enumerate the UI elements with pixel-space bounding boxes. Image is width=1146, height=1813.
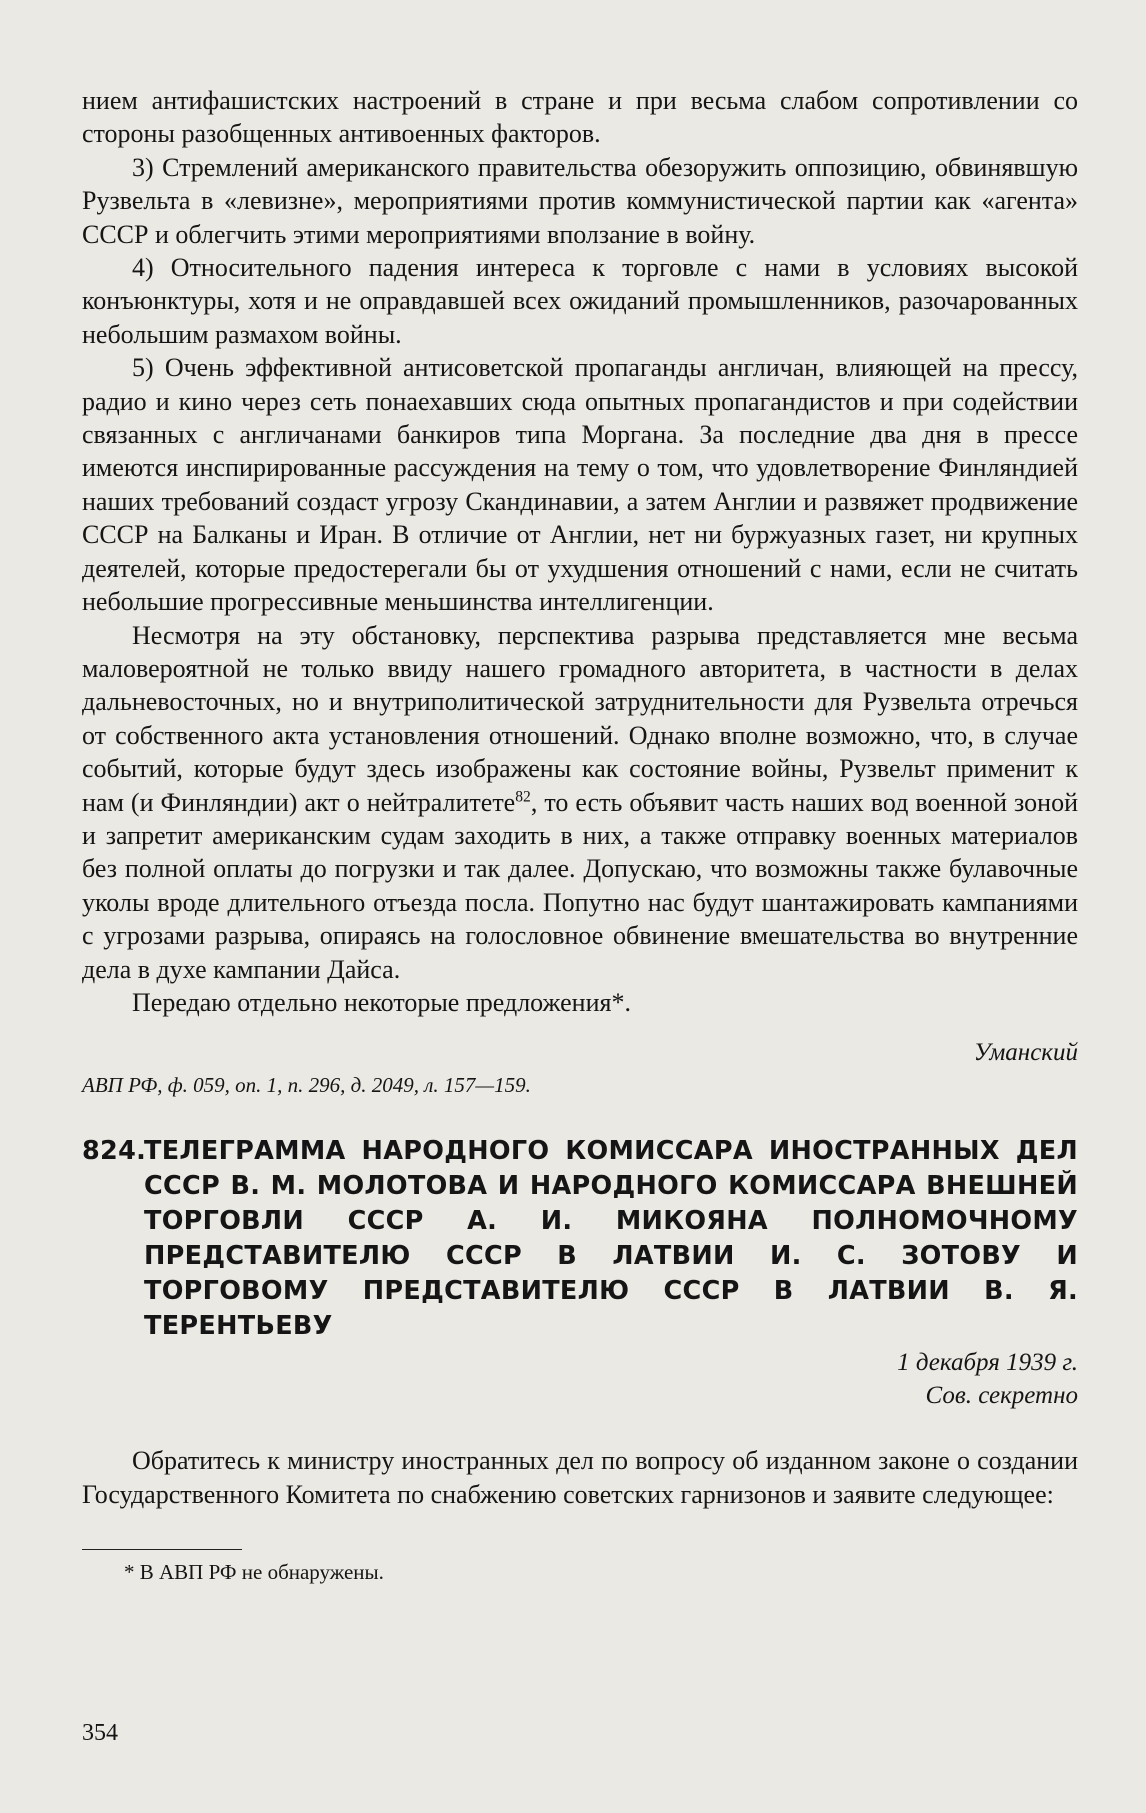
paragraph-item-4: 4) Относительного падения интереса к торговле с нами в условиях высокой конъюнктуры, хотя и не оправдавшей всех ожиданий промышленников, разочарованных небольшим размахом войны. [82, 253, 1078, 349]
paragraph-prospects [82, 619, 1078, 986]
document-body: Обратитесь к министру иностранных дел по вопросу об изданном законе о создании Государственного Комитета по снабжению советских гарнизонов и заявите следующее: [82, 1446, 1078, 1509]
footnote-divider [82, 1549, 242, 1550]
paragraph-proposals: Передаю отдельно некоторые предложения*. [132, 987, 631, 1017]
secrecy-label: Сов. секретно [925, 1382, 1078, 1410]
paragraph-item-5: 5) Очень эффективной антисоветской пропаганды англичан, влияющей на прессу, радио и кино через сеть понаехавших сюда опытных пропагандистов и при содействии связанных с англичанами банкиров типа Моргана. За последние два дня в прессе имеются инспирированные рассуждения на тему о том, что удовлетворение Финляндией наших требований создаст угрозу Скандинавии, а затем Англии и развяжет продвижение СССР на Балканы и Иран. В отличие от Англии, нет ни буржуазных газет, ни крупных деятелей, которые предостерегали бы от ухудшения отношений с нами, если не считать небольшие прогрессивные меньшинства интеллигенции. [82, 353, 1078, 617]
signature: Уманский [973, 1039, 1078, 1067]
document-heading [82, 1134, 1078, 1344]
paragraph-prospects-text-b: , то есть объявит часть наших вод военной зоной и запретит американским судам заходить в них, а также отправку военных материалов без полной оплаты до погрузки и так далее. Допускаю, что возможны также булавочные уколы вроде длительного отъезда посла. Попутно нас будут шантажировать кампаниями с угрозами разрыва, опираясь на голословное обвинение вмешательства во внутренние дела в духе кампании Дайса. [82, 787, 1078, 984]
document-title: ТЕЛЕГРАММА НАРОДНОГО КОМИССАРА ИНОСТРАННЫХ ДЕЛ СССР В. М. МОЛОТОВА И НАРОДНОГО КОМИССАРА ВНЕШНЕЙ ТОРГОВЛИ СССР А. И. МИКОЯНА ПОЛНОМОЧНОМУ ПРЕДСТАВИТЕЛЮ СССР В ЛАТВИИ И. С. ЗОТОВУ И ТОРГОВОМУ ПРЕДСТАВИТЕЛЮ СССР В ЛАТВИИ В. Я. ТЕРЕНТЬЕВУ [144, 1136, 1078, 1342]
document-date: 1 декабря 1939 г. [897, 1349, 1078, 1377]
document-number: 824. [82, 1136, 147, 1167]
footnote: * В АВП РФ не обнаружены. [124, 1560, 384, 1585]
paragraph-item-3: 3) Стремлений американского правительства обезоружить оппозицию, обвинявшую Рузвельта в «левизне», мероприятиями против коммунистической партии как «агента» СССР и облегчить этими мероприятиями вползание в войну. [82, 152, 1078, 249]
footnote-ref-82: 82 [515, 787, 531, 805]
page-number: 354 [82, 1720, 118, 1746]
archive-reference: АВП РФ, ф. 059, оп. 1, п. 296, д. 2049, л. 157—159. [82, 1073, 531, 1098]
paragraph-continuation: нием антифашистских настроений в стране и при весьма слабом сопротивлении со стороны разобщенных антивоенных факторов. [82, 86, 1078, 149]
page-content [82, 84, 1078, 1585]
paragraph-prospects-text-a: Несмотря на эту обстановку, перспектива разрыва представляется мне весьма маловероятной не только ввиду нашего громадного авторитета, в частности в делах дальневосточных, но и внутриполитической затруднительности для Рузвельта отречься от собственного акта установления отношений. Однако вполне возможно, что, в случае событий, которые будут здесь изображены как состояние войны, Рузвельт применит к нам (и Финляндии) акт о нейтралитете [82, 620, 1078, 817]
